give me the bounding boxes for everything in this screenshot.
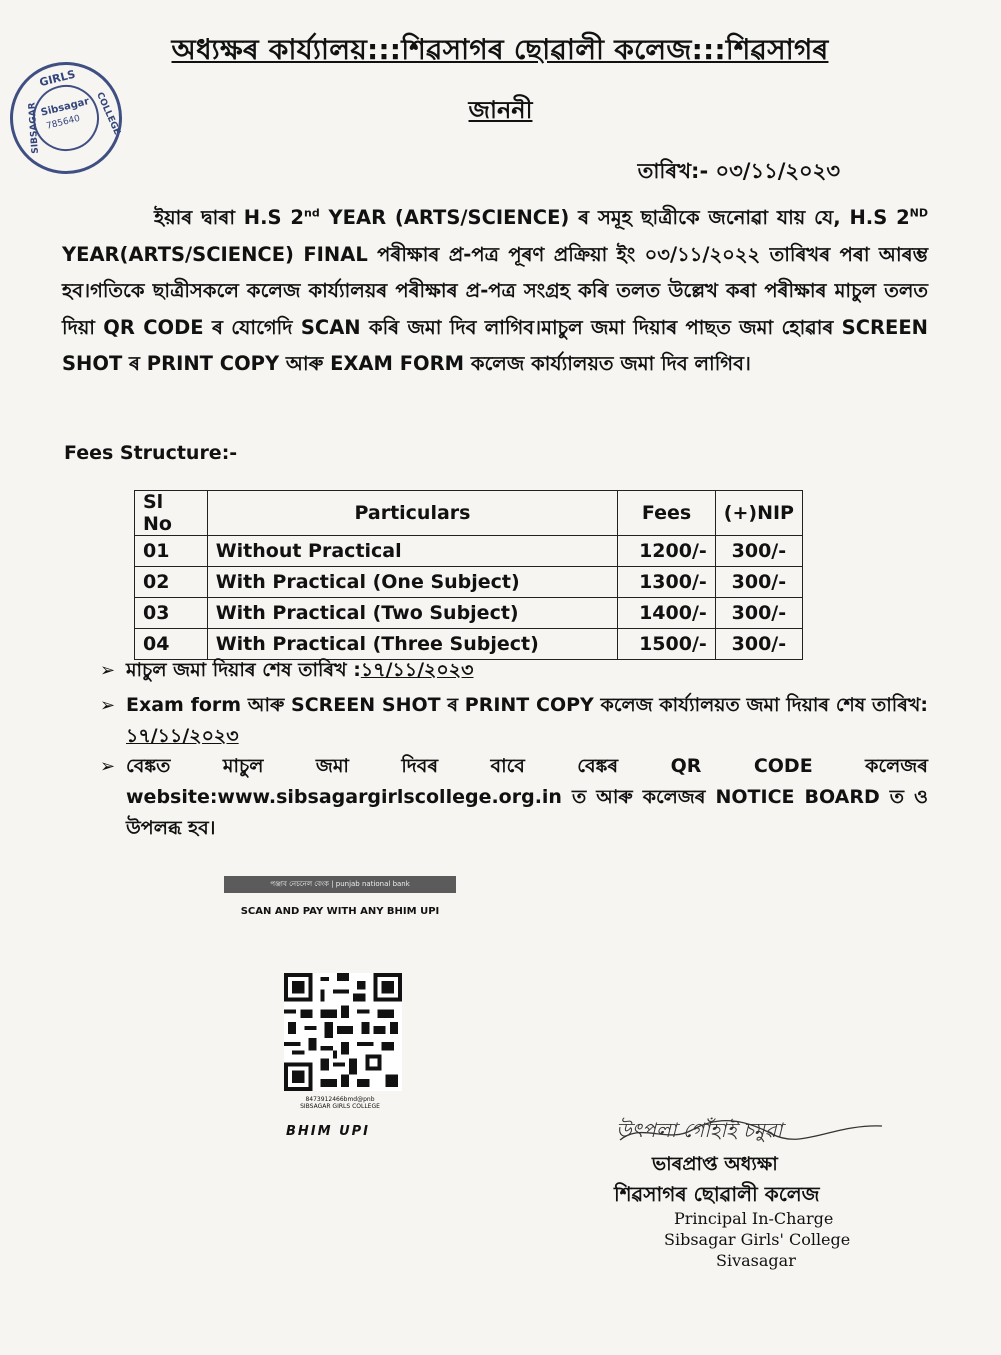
signatory-college-assamese: শিৱসাগৰ ছোৱালী কলেজ bbox=[614, 1182, 820, 1206]
seal-city: Sibsagar bbox=[39, 96, 91, 119]
form-deadline-text: Exam form আৰু SCREEN SHOT ৰ PRINT COPY কলেজ কাৰ্য্যালয়ত জমা দিয়াৰ শেষ তাৰিখ: bbox=[126, 694, 928, 716]
body-part-1: ইয়াৰ দ্বাৰা H.S 2 bbox=[154, 206, 304, 229]
account-name: SIBSAGAR GIRLS COLLEGE bbox=[300, 1103, 380, 1110]
cell-nip: 300/- bbox=[715, 536, 802, 567]
bullet-form-deadline bbox=[100, 690, 928, 752]
bullet-arrow-icon: ➢ bbox=[100, 756, 116, 777]
seal-right-text: COLLEGE bbox=[94, 90, 122, 137]
qr-info-word: বাবে bbox=[490, 755, 525, 777]
notice-title: জাননী bbox=[468, 96, 533, 124]
signatory-title-assamese: ভাৰপ্ৰাপ্ত অধ্যক্ষা bbox=[652, 1153, 778, 1175]
cell-fees: 1200/- bbox=[618, 536, 716, 567]
bullet-arrow-icon: ➢ bbox=[100, 660, 116, 681]
qr-info-word: CODE bbox=[753, 755, 813, 777]
body-part-3: YEAR(ARTS/SCIENCE) FINAL পৰীক্ষাৰ প্ৰ-পত্ৰ পূৰণ প্ৰক্ৰিয়া ইং ০৩/১১/২০২২ তাৰিখৰ পৰা আৰম্ভ হব।গতিকে ছাত্ৰীসকলে কলেজ কাৰ্য্যালয়ৰ পৰীক্ষাৰ প্ৰ-পত্ৰ সংগ্ৰহ কৰি তলত উল্লেখ কৰা পৰীক্ষাৰ মাচুল তলত দিয়া QR CODE ৰ যোগেদি SCAN কৰি জমা দিব লাগিব।মাচুল জমা দিয়াৰ পাছত জমা হোৱাৰ SCREEN SHOT ৰ PRINT COPY আৰু EXAM FORM কলেজ কাৰ্য্যালয়ত জমা দিব লাগিব। bbox=[62, 242, 928, 375]
cell-sl-no: 03 bbox=[135, 598, 208, 629]
scan-instruction: SCAN AND PAY WITH ANY BHIM UPI bbox=[240, 906, 440, 917]
fee-deadline-date: ১৭/১১/২০২৩ bbox=[360, 659, 474, 681]
qr-info-word: কলেজৰ bbox=[865, 755, 928, 777]
qr-code-icon[interactable] bbox=[284, 973, 402, 1091]
column-header-sl-no: Sl No bbox=[135, 491, 208, 536]
seal-left-text: SIBSAGAR bbox=[27, 101, 41, 154]
bullet-fee-deadline bbox=[100, 655, 928, 686]
bullet-qr-info bbox=[100, 751, 928, 844]
column-header-nip: (+)NIP bbox=[715, 491, 802, 536]
qr-info-word: QR bbox=[670, 755, 702, 777]
cell-nip: 300/- bbox=[715, 629, 802, 660]
body-part-2: YEAR (ARTS/SCIENCE) ৰ সমূহ ছাত্ৰীকে জনোৱা যায় যে, H.S 2 bbox=[319, 206, 910, 229]
signature-block bbox=[612, 1112, 912, 1282]
bullet-arrow-icon: ➢ bbox=[100, 695, 116, 716]
signatory-place: Sivasagar bbox=[716, 1251, 796, 1270]
cell-nip: 300/- bbox=[715, 567, 802, 598]
notice-body bbox=[62, 200, 928, 383]
signatory-college-english: Sibsagar Girls' College bbox=[664, 1230, 851, 1249]
fees-table bbox=[134, 490, 803, 660]
cell-particulars: With Practical (Three Subject) bbox=[207, 629, 618, 660]
signatory-title-english: Principal In-Charge bbox=[674, 1209, 834, 1228]
qr-info-word: মাচুল bbox=[222, 755, 264, 777]
notice-date: তাৰিখ:- ০৩/১১/২০২৩ bbox=[637, 159, 840, 183]
bhim-upi-logo: BHIM UPI bbox=[286, 1124, 371, 1139]
cell-sl-no: 02 bbox=[135, 567, 208, 598]
cell-sl-no: 04 bbox=[135, 629, 208, 660]
table-row bbox=[135, 598, 803, 629]
table-row bbox=[135, 536, 803, 567]
cell-sl-no: 01 bbox=[135, 536, 208, 567]
cell-fees: 1500/- bbox=[618, 629, 716, 660]
qr-info-word: বেঙ্কৰ bbox=[577, 755, 619, 777]
column-header-fees: Fees bbox=[618, 491, 716, 536]
cell-particulars: With Practical (Two Subject) bbox=[207, 598, 618, 629]
qr-info-rest: website:www.sibsagargirlscollege.org.in ত আৰু কলেজৰ NOTICE BOARD ত ও উপলব্ধ হব। bbox=[126, 786, 928, 839]
qr-info-first-line bbox=[126, 751, 928, 782]
handwritten-signature: উৎপলা গোঁহাই চমুৱা bbox=[616, 1118, 783, 1142]
qr-info-word: দিবৰ bbox=[401, 755, 439, 777]
table-row bbox=[135, 567, 803, 598]
qr-info-word: বেঙ্কত bbox=[126, 755, 171, 777]
cell-fees: 1300/- bbox=[618, 567, 716, 598]
cell-particulars: With Practical (One Subject) bbox=[207, 567, 618, 598]
fees-table-header bbox=[135, 491, 803, 536]
form-deadline-date: ১৭/১১/২০২৩ bbox=[126, 725, 239, 747]
cell-particulars: Without Practical bbox=[207, 536, 618, 567]
bank-name-bar: পঞ্জাব নেচনেল বেংক | punjab national bank bbox=[224, 876, 456, 893]
cell-fees: 1400/- bbox=[618, 598, 716, 629]
qr-info-word: জমা bbox=[315, 755, 349, 777]
office-header: অধ্যক্ষৰ কাৰ্য্যালয়:::শিৱসাগৰ ছোৱালী কলেজ:::শিৱসাগৰ bbox=[171, 33, 829, 66]
seal-top-text: GIRLS bbox=[38, 67, 77, 90]
cell-nip: 300/- bbox=[715, 598, 802, 629]
body-sup-1: nd bbox=[303, 206, 320, 220]
fees-structure-label: Fees Structure:- bbox=[64, 442, 238, 464]
upi-id-text bbox=[224, 1096, 456, 1110]
fee-deadline-text: মাচুল জমা দিয়াৰ শেষ তাৰিখ : bbox=[126, 659, 361, 681]
body-sup-2: ND bbox=[909, 206, 928, 220]
upi-id: 8473912466bmd@pnb bbox=[305, 1096, 375, 1103]
qr-payment-card bbox=[224, 876, 456, 1139]
column-header-particulars: Particulars bbox=[207, 491, 618, 536]
seal-pin: 785640 bbox=[45, 113, 82, 132]
